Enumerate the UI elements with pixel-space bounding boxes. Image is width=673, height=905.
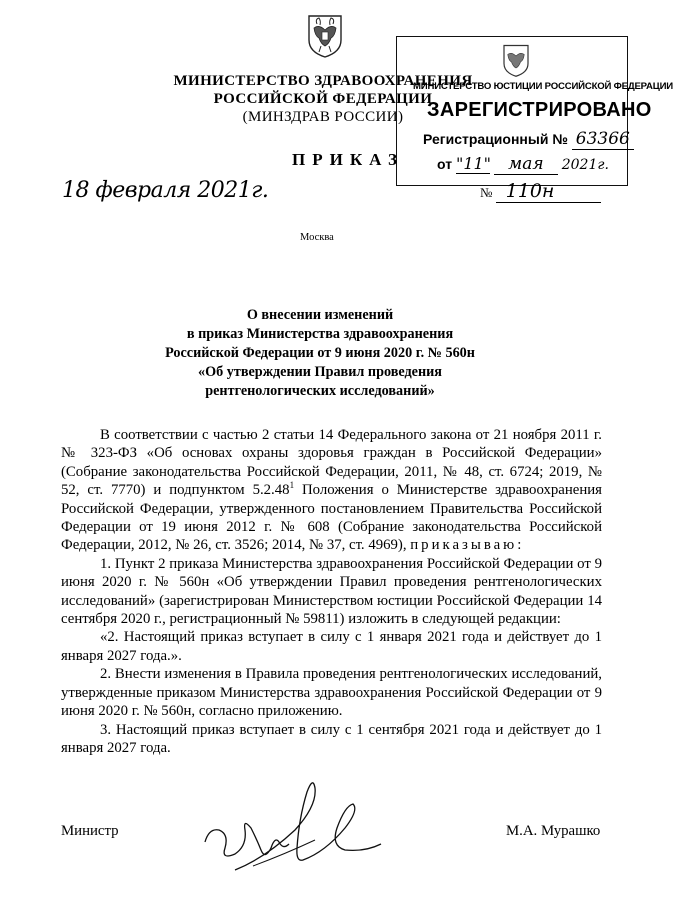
stamp-date-year: 2021г. (561, 157, 609, 173)
intro-text: В соответствии с частью 2 статьи 14 Федерального закона от 21 ноября 2011 г. № 323-ФЗ «Об основах охраны здоровья граждан в Российской Федерации» (Собрание законодательства Российской Федерации, 2011, № 48, ст. 6724; 2019, № 52, ст. 7770) и подпунктом 5.2.48 (61, 427, 602, 499)
signatory-position: Министр (61, 823, 119, 839)
document-date: 18 февраля 2021г. (62, 178, 269, 203)
stamp-organization: МИНИСТЕРСТВО ЮСТИЦИИ РОССИЙСКОЙ ФЕДЕРАЦИИ (413, 81, 673, 92)
stamp-reg-label: Регистрационный № (423, 131, 568, 147)
stamp-emblem-icon (501, 41, 531, 77)
footnote-mark: 1 (289, 480, 295, 491)
state-emblem-icon (305, 10, 345, 58)
document-number (480, 180, 601, 203)
item-3: 3. Настоящий приказ вступает в силу с 1 сентября 2021 года и действует до 1 января 2027 года. (61, 721, 602, 756)
stamp-date-day: "11" (455, 154, 492, 173)
document-body (61, 426, 602, 757)
ministry-short-name: (МИНЗДРАВ РОССИИ) (242, 109, 404, 125)
intro-text-rest: Положения о Министерстве здравоохранения Российской Федерации, утвержденного постановлением Правительства Российской Федерации от 19 июня 2012 г. № 608 (Собрание законодательства Российской Федерации, 2012, № 26, ст. 3526; 2014, № 37, ст. 4969), (61, 482, 602, 554)
document-number-prefix: № (480, 185, 493, 200)
ministry-name-line1: МИНИСТЕРСТВО ЗДРАВООХРАНЕНИЯ (173, 73, 473, 89)
stamp-date-line (437, 154, 609, 175)
title-line5: рентгенологических исследований» (205, 383, 435, 399)
document-type: ПРИКАЗ (292, 150, 404, 169)
signatory-name: М.А. Мурашко (506, 823, 601, 839)
document-title (160, 306, 480, 401)
stamp-date-prefix: от (437, 156, 453, 172)
stamp-reg-number: 63366 (572, 129, 634, 150)
ministry-name-line2: РОССИЙСКОЙ ФЕДЕРАЦИИ (213, 91, 433, 107)
item-1: 1. Пункт 2 приказа Министерства здравоохранения Российской Федерации от 9 июня 2020 г. № 560н «Об утверждении Правил проведения рентгенологических исследований» (зарегистрирован Министерством юстиции Российской Федерации 14 сентября 2020 г., регистрационный № 59811) изложить в следующей редакции: (61, 555, 602, 628)
handwritten-signature (195, 770, 385, 880)
document-city: Москва (300, 232, 334, 243)
stamp-registration-line (423, 129, 634, 150)
item-1-quote: «2. Настоящий приказ вступает в силу с 1 января 2021 года и действует до 1 января 2027 года.». (61, 629, 602, 664)
stamp-status: ЗАРЕГИСТРИРОВАНО (427, 99, 652, 121)
title-line2: в приказ Министерства здравоохранения (186, 326, 454, 342)
order-word: приказываю: (410, 537, 525, 554)
item-2: 2. Внести изменения в Правила проведения рентгенологических исследований, утвержденные приказом Министерства здравоохранения Российской Федерации от 9 июня 2020 г. № 560н, согласно приложению. (61, 666, 602, 720)
stamp-date-month: мая (494, 154, 558, 175)
intro-paragraph (61, 426, 602, 555)
title-line1: О внесении изменений (246, 307, 394, 323)
title-line4: «Об утверждении Правил проведения (198, 364, 442, 380)
title-line3: Российской Федерации от 9 июня 2020 г. № 560н (165, 345, 475, 361)
document-number-value: 110н (496, 180, 601, 203)
registration-stamp (396, 36, 673, 186)
